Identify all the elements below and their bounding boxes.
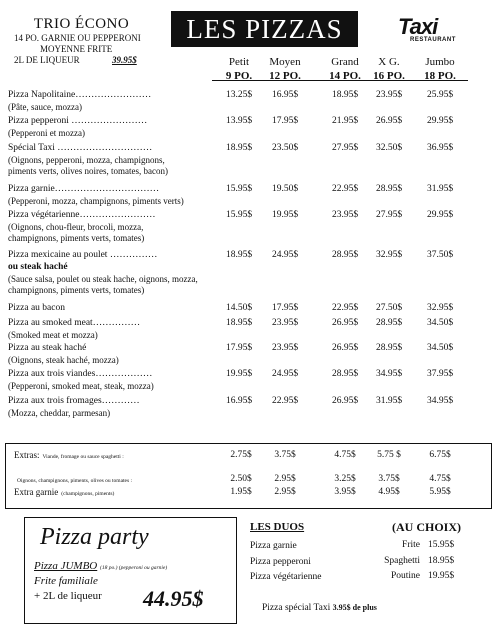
pizza-price: 28.95$ (331, 369, 359, 379)
extra-label (14, 487, 114, 497)
trio-line-1: 14 PO. GARNIE OU PEPPERONI (14, 33, 141, 43)
party-line-1 (34, 560, 167, 572)
pizza-price: 23.95$ (331, 210, 359, 220)
pizza-price: 32.95$ (426, 303, 454, 313)
extra-price: 2.95$ (274, 487, 296, 497)
trio-line-3: 2L DE LIQUEUR (14, 55, 80, 65)
pizza-price: 19.95$ (271, 210, 299, 220)
pizza-price: 16.95$ (271, 90, 299, 100)
pizza-price: 22.95$ (271, 396, 299, 406)
pizza-name: Pizza au steak haché (8, 343, 87, 353)
size-inches-3: 16 PO. (373, 70, 405, 82)
side-spaghetti-price: 18.95$ (428, 556, 455, 566)
pizza-name: Pizza au bacon (8, 303, 65, 313)
pizza-price: 26.95$ (331, 318, 359, 328)
size-name-1: Moyen (269, 56, 301, 68)
extra-price: 3.75$ (274, 450, 296, 460)
size-name-2: Grand (331, 56, 359, 68)
pizza-price: 28.95$ (375, 318, 403, 328)
special-taxi-label: Pizza spécial Taxi (262, 603, 331, 613)
pizza-price: 29.95$ (426, 116, 454, 126)
pizza-price: 23.50$ (271, 143, 299, 153)
extra-price: 3.75$ (378, 474, 400, 484)
pizza-price: 17.95$ (271, 303, 299, 313)
pizza-price: 18.95$ (225, 143, 253, 153)
duo-item-vegetarienne: Pizza végétarienne (250, 572, 322, 582)
side-spaghetti: Spaghetti (384, 556, 420, 566)
duos-title: LES DUOS (250, 521, 305, 533)
pizza-name: Pizza mexicaine au poulet …………… (8, 250, 158, 260)
pizza-price: 19.95$ (225, 369, 253, 379)
side-poutine-price: 19.95$ (428, 571, 455, 581)
pizza-name-cont: ou steak haché (8, 262, 68, 272)
duos-choice-title: (AU CHOIX) (392, 520, 461, 534)
size-inches-4: 18 PO. (424, 70, 456, 82)
extra-price: 1.95$ (230, 487, 252, 497)
pizza-price: 14.50$ (225, 303, 253, 313)
pizza-price: 19.50$ (271, 184, 299, 194)
party-title: Pizza party (40, 524, 149, 550)
pizza-description: champignons, piments verts, tomates) (8, 285, 145, 295)
extra-price: 2.75$ (230, 450, 252, 460)
party-jumbo: Pizza JUMBO (34, 560, 98, 572)
party-line-2: Frite familiale (34, 575, 98, 587)
pizza-price: 16.95$ (225, 396, 253, 406)
size-name-3: X G. (378, 56, 400, 68)
pizza-price: 23.95$ (375, 90, 403, 100)
extra-price: 6.75$ (429, 450, 451, 460)
pizza-price: 18.95$ (225, 250, 253, 260)
pizza-description: (Smoked meat et mozza) (8, 330, 98, 340)
pizza-price: 32.50$ (375, 143, 403, 153)
pizza-description: champignons, piments verts, tomates) (8, 233, 145, 243)
pizza-name: Pizza aux trois fromages………… (8, 396, 140, 406)
pizza-description: (Oignons, pepperoni, mozza, champignons, (8, 155, 165, 165)
pizza-price: 26.95$ (331, 343, 359, 353)
logo-subtitle: RESTAURANT (410, 37, 456, 43)
pizza-price: 29.95$ (426, 210, 454, 220)
size-name-4: Jumbo (425, 56, 455, 68)
pizza-price: 28.95$ (331, 250, 359, 260)
pizza-price: 34.50$ (426, 343, 454, 353)
extra-price: 4.75$ (334, 450, 356, 460)
pizza-price: 28.95$ (375, 184, 403, 194)
extra-price: 5.75 $ (377, 450, 401, 460)
pizza-price: 27.95$ (331, 143, 359, 153)
pizza-price: 31.95$ (426, 184, 454, 194)
pizza-price: 34.95$ (426, 396, 454, 406)
extra-price: 3.25$ (334, 474, 356, 484)
pizza-price: 25.95$ (426, 90, 454, 100)
pizza-price: 28.95$ (375, 343, 403, 353)
pizza-description: (Sauce salsa, poulet ou steak hache, oignons, mozza, (8, 274, 198, 284)
size-name-0: Petit (228, 56, 250, 68)
pizza-name: Spécial Taxi ………………………… (8, 143, 153, 153)
logo-wordmark: Taxi (398, 14, 438, 39)
trio-price: 39.95$ (112, 55, 137, 65)
pizza-price: 31.95$ (375, 396, 403, 406)
extra-label (14, 474, 132, 484)
pizza-description: (Mozza, cheddar, parmesan) (8, 408, 111, 418)
pizza-price: 22.95$ (331, 303, 359, 313)
extra-note: Viande, fromage ou sauce spaghetti : (42, 454, 124, 460)
party-price: 44.95$ (143, 586, 204, 611)
side-poutine: Poutine (390, 571, 420, 581)
pizza-description: (Pepperoni, smoked meat, steak, mozza) (8, 381, 154, 391)
pizza-description: (Oignons, chou-fleur, brocoli, mozza, (8, 222, 144, 232)
restaurant-logo (398, 14, 458, 48)
size-inches-1: 12 PO. (269, 70, 301, 82)
pizza-name: Pizza au smoked meat…………… (8, 318, 141, 328)
pizza-name: Pizza aux trois viandes……………… (8, 369, 153, 379)
extra-price: 5.95$ (429, 487, 451, 497)
pizza-price: 23.95$ (271, 343, 299, 353)
extra-name: Extras: (14, 450, 40, 460)
special-taxi-price: 3.95$ de plus (332, 603, 377, 612)
pizza-price: 24.95$ (271, 250, 299, 260)
pizza-price: 34.50$ (426, 318, 454, 328)
pizza-price: 17.95$ (225, 343, 253, 353)
duo-item-garnie: Pizza garnie (250, 541, 297, 551)
pizza-name: Pizza végétarienne…………………… (8, 210, 156, 220)
pizza-price: 23.95$ (271, 318, 299, 328)
pizza-price: 13.25$ (225, 90, 253, 100)
extra-price: 4.95$ (378, 487, 400, 497)
pizza-price: 18.95$ (331, 90, 359, 100)
extra-name: Extra garnie (14, 487, 59, 497)
pizza-description: piments verts, olives noires, tomates, bacon) (8, 166, 168, 176)
pizza-price: 18.95$ (225, 318, 253, 328)
extra-price: 2.50$ (230, 474, 252, 484)
trio-title: TRIO ÉCONO (33, 16, 130, 32)
party-jumbo-note: (18 po.) (pepperoni ou garnie) (100, 565, 168, 571)
pizza-price: 15.95$ (225, 184, 253, 194)
pizza-description: (Oignons, steak haché, mozza) (8, 355, 119, 365)
pizza-price: 36.95$ (426, 143, 454, 153)
pizza-price: 37.50$ (426, 250, 454, 260)
extra-note: (champignons, piments) (61, 491, 115, 497)
trio-line-2: MOYENNE FRITE (40, 44, 113, 54)
special-taxi-line (262, 603, 377, 613)
size-inches-2: 14 PO. (329, 70, 361, 82)
pizza-price: 26.95$ (331, 396, 359, 406)
side-frite-price: 15.95$ (428, 540, 455, 550)
pizza-price: 22.95$ (331, 184, 359, 194)
pizza-price: 24.95$ (271, 369, 299, 379)
party-line-3: + 2L de liqueur (34, 590, 102, 602)
extra-note: Oignons, champignons, piments, olives ou tomates : (17, 478, 133, 484)
pizza-price: 37.95$ (426, 369, 454, 379)
page-title: LES PIZZAS (171, 11, 358, 47)
pizza-name: Pizza pepperoni …………………… (8, 116, 148, 126)
header-divider (212, 80, 468, 81)
pizza-price: 27.50$ (375, 303, 403, 313)
pizza-price: 26.95$ (375, 116, 403, 126)
pizza-description: (Pâte, sauce, mozza) (8, 102, 82, 112)
pizza-name: Pizza garnie…………………………… (8, 184, 160, 194)
extra-price: 3.95$ (334, 487, 356, 497)
pizza-name: Pizza Napolitaine…………………… (8, 90, 152, 100)
pizza-price: 15.95$ (225, 210, 253, 220)
extra-price: 2.95$ (274, 474, 296, 484)
extra-price: 4.75$ (429, 474, 451, 484)
pizza-description: (Pepperoni et mozza) (8, 128, 85, 138)
pizza-price: 17.95$ (271, 116, 299, 126)
side-frite: Frite (402, 540, 420, 550)
pizza-price: 27.95$ (375, 210, 403, 220)
pizza-price: 21.95$ (331, 116, 359, 126)
pizza-price: 34.95$ (375, 369, 403, 379)
size-inches-0: 9 PO. (225, 70, 253, 82)
extra-label (14, 450, 124, 460)
pizza-price: 32.95$ (375, 250, 403, 260)
pizza-price: 13.95$ (225, 116, 253, 126)
duo-item-pepperoni: Pizza pepperoni (250, 557, 311, 567)
pizza-description: (Pepperoni, mozza, champignons, piments verts) (8, 196, 184, 206)
